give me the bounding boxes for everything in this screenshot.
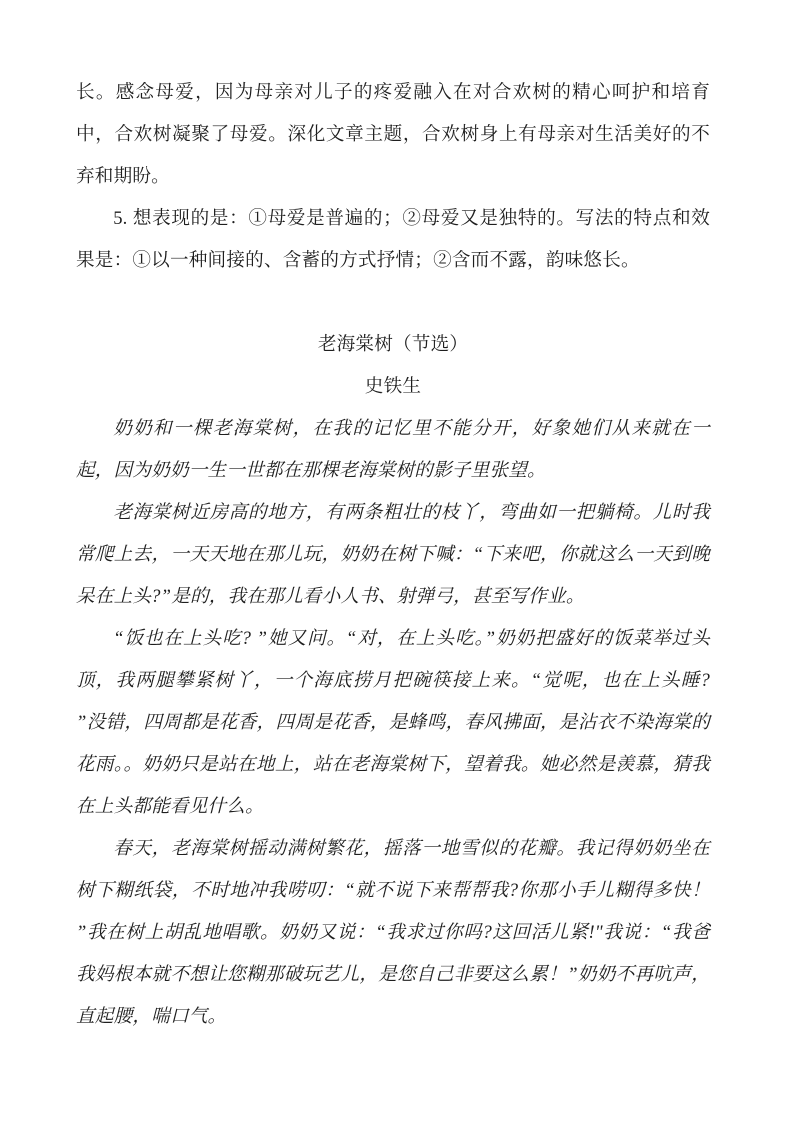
answer-item-5: 5. 想表现的是：①母爱是普遍的；②母爱又是独特的。写法的特点和效果是：①以一种间接的、含蓄的方式抒情；②含而不露，韵味悠长。 xyxy=(76,208,710,271)
passage-paragraph: 老海棠树近房高的地方，有两条粗壮的枝丫，弯曲如一把躺椅。儿时我常爬上去，一天天地在那儿玩，奶奶在树下喊：“下来吧，你就这么一天到晚呆在上头?”是的，我在那儿看小人书、射弹弓，甚至写作业。 xyxy=(76,502,710,607)
passage-paragraph: “饭也在上头吃? ”她又问。“对，在上头吃。”奶奶把盛好的饭菜举过头顶，我两腿攀紧树丫，一个海底捞月把碗筷接上来。“觉呢，也在上头睡? ”没错，四周都是花香，四周是花香，是蜂鸣，春风拂面，是沾衣不染海棠的花雨。。奶奶只是站在地上，站在老海棠树下，望着我。她必然是羡慕，猜我在上头都能看见什么。 xyxy=(76,628,710,817)
passage-author: 史铁生 xyxy=(364,376,422,397)
passage-paragraph: 春天，老海棠树摇动满树繁花，摇落一地雪似的花瓣。我记得奶奶坐在树下糊纸袋，不时地冲我唠叨：“就不说下来帮帮我?你那小手儿糊得多快！ ”我在树上胡乱地唱歌。奶奶又说：“我求过你吗?这回活儿紧!"我说：“我爸我妈根本就不想让您糊那破玩艺儿，是您自己非要这么累！”奶奶不再吭声，直起腰，喘口气。 xyxy=(76,838,710,1027)
passage-title: 老海棠树（节选） xyxy=(317,334,469,355)
passage-paragraph: 奶奶和一棵老海棠树，在我的记忆里不能分开，好象她们从来就在一起，因为奶奶一生一世都在那棵老海棠树的影子里张望。 xyxy=(76,418,710,481)
answer-continuation-text: 长。感念母爱，因为母亲对儿子的疼爱融入在对合欢树的精心呵护和培育中，合欢树凝聚了母爱。深化文章主题，合欢树身上有母亲对生活美好的不弃和期盼。 xyxy=(76,82,710,187)
